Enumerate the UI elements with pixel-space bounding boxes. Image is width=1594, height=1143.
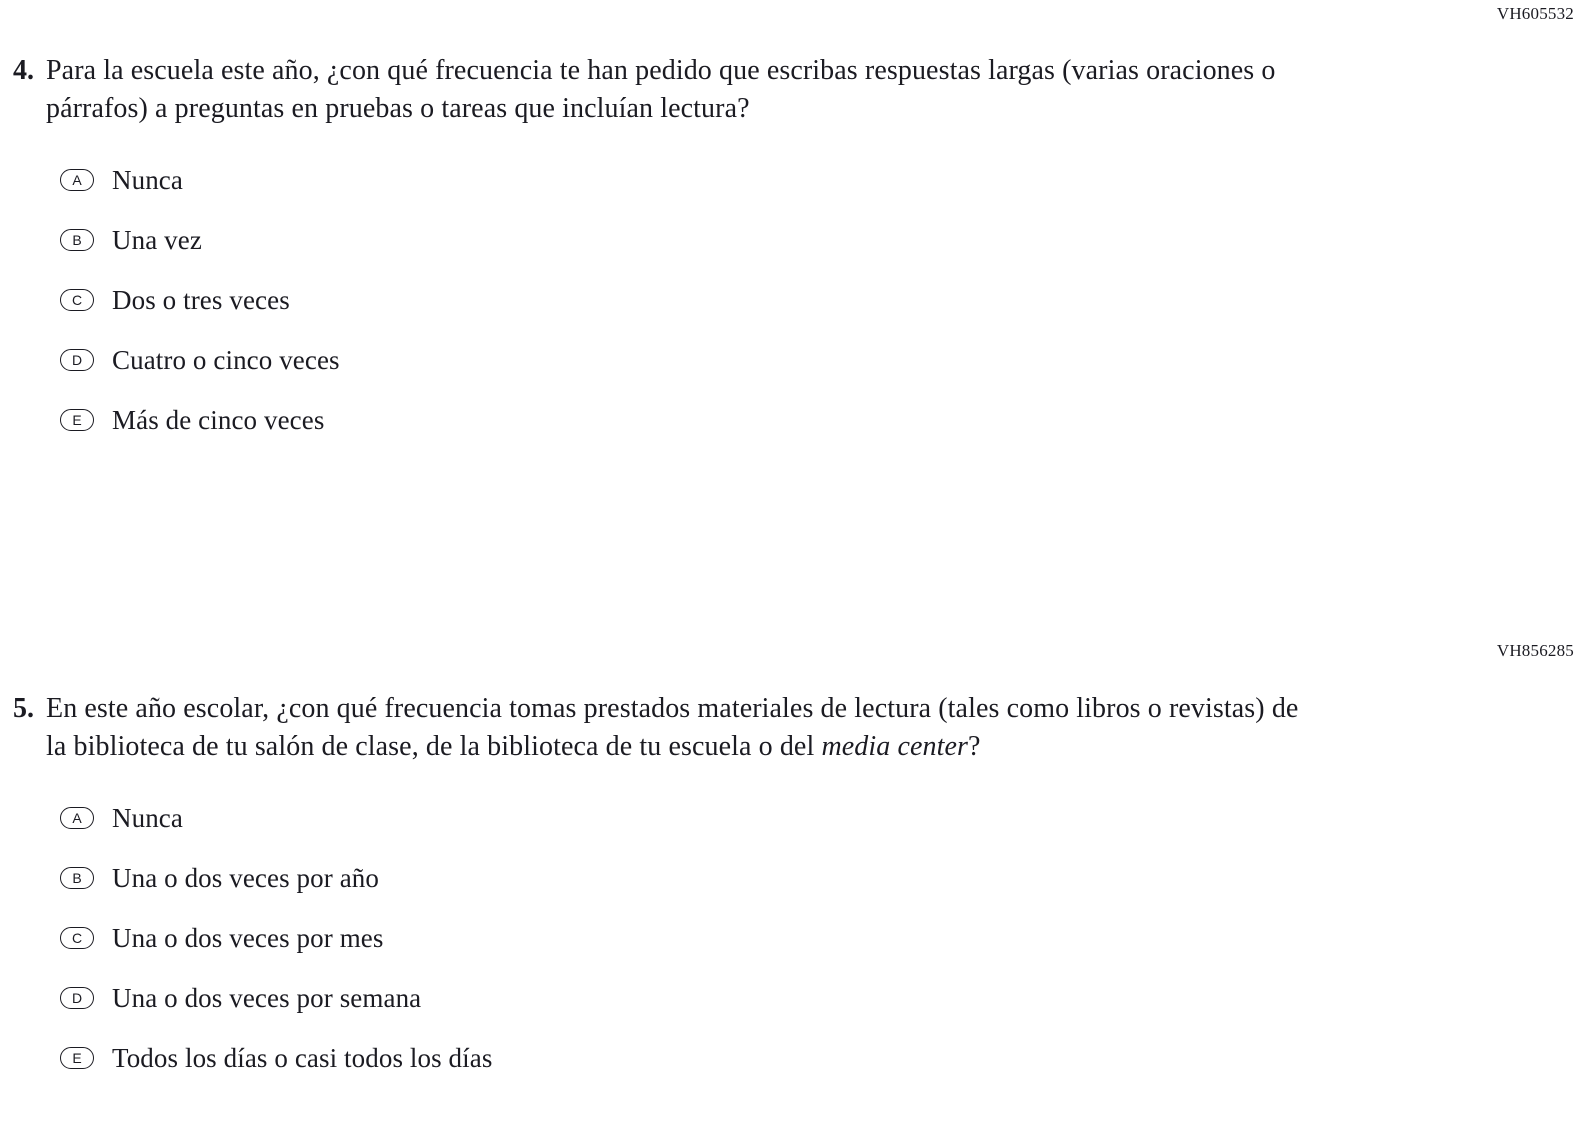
option-5-b[interactable] bbox=[60, 848, 1400, 908]
question-text-4 bbox=[46, 52, 1316, 128]
bubble-icon[interactable]: C bbox=[60, 927, 94, 949]
question-block-4 bbox=[0, 52, 1400, 450]
option-4-d[interactable] bbox=[60, 330, 1400, 390]
option-4-e[interactable] bbox=[60, 390, 1400, 450]
option-label: Una o dos veces por mes bbox=[112, 923, 384, 953]
option-label: Una o dos veces por semana bbox=[112, 983, 422, 1013]
item-code-q5: VH856285 bbox=[1496, 641, 1574, 660]
bubble-icon[interactable]: A bbox=[60, 169, 94, 191]
bubble-icon[interactable]: E bbox=[60, 409, 94, 431]
bubble-icon[interactable]: B bbox=[60, 229, 94, 251]
option-label: Cuatro o cinco veces bbox=[112, 345, 340, 375]
question-text-5-part-2: media center bbox=[821, 731, 969, 762]
option-5-d[interactable] bbox=[60, 968, 1400, 1028]
option-4-a[interactable] bbox=[60, 150, 1400, 210]
option-label: Una o dos veces por año bbox=[112, 863, 379, 893]
option-4-b[interactable] bbox=[60, 210, 1400, 270]
question-text-4-part-1: Para la escuela este año, ¿con qué frecuencia te han pedido que escribas respuestas largas (varias oraciones o párrafos) a preguntas en pruebas o tareas que incluían lectura? bbox=[46, 55, 1276, 124]
option-label: Nunca bbox=[112, 165, 183, 195]
bubble-icon[interactable]: D bbox=[60, 349, 94, 371]
question-header-5 bbox=[0, 690, 1400, 766]
option-label: Todos los días o casi todos los días bbox=[112, 1043, 493, 1073]
bubble-icon[interactable]: C bbox=[60, 289, 94, 311]
question-number-4: 4. bbox=[13, 55, 34, 86]
option-5-e[interactable] bbox=[60, 1028, 1400, 1088]
bubble-icon[interactable]: A bbox=[60, 807, 94, 829]
option-label: Una vez bbox=[112, 225, 202, 255]
options-list-5 bbox=[0, 788, 1400, 1088]
question-block-5 bbox=[0, 690, 1400, 1088]
option-5-c[interactable] bbox=[60, 908, 1400, 968]
option-label: Nunca bbox=[112, 803, 183, 833]
bubble-icon[interactable]: D bbox=[60, 987, 94, 1009]
options-list-4 bbox=[0, 150, 1400, 450]
option-label: Dos o tres veces bbox=[112, 285, 290, 315]
question-number-5: 5. bbox=[13, 693, 34, 724]
item-code-q4: VH605532 bbox=[1496, 4, 1574, 23]
question-header-4 bbox=[0, 52, 1400, 128]
option-5-a[interactable] bbox=[60, 788, 1400, 848]
question-text-5 bbox=[46, 690, 1316, 766]
question-text-5-part-1: En este año escolar, ¿con qué frecuencia tomas prestados materiales de lectura (tales como libros o revistas) de la biblioteca de tu salón de clase, de la biblioteca de tu escuela o del bbox=[46, 693, 1299, 762]
bubble-icon[interactable]: E bbox=[60, 1047, 94, 1069]
option-4-c[interactable] bbox=[60, 270, 1400, 330]
option-label: Más de cinco veces bbox=[112, 405, 325, 435]
bubble-icon[interactable]: B bbox=[60, 867, 94, 889]
question-text-5-part-3: ? bbox=[968, 731, 981, 762]
